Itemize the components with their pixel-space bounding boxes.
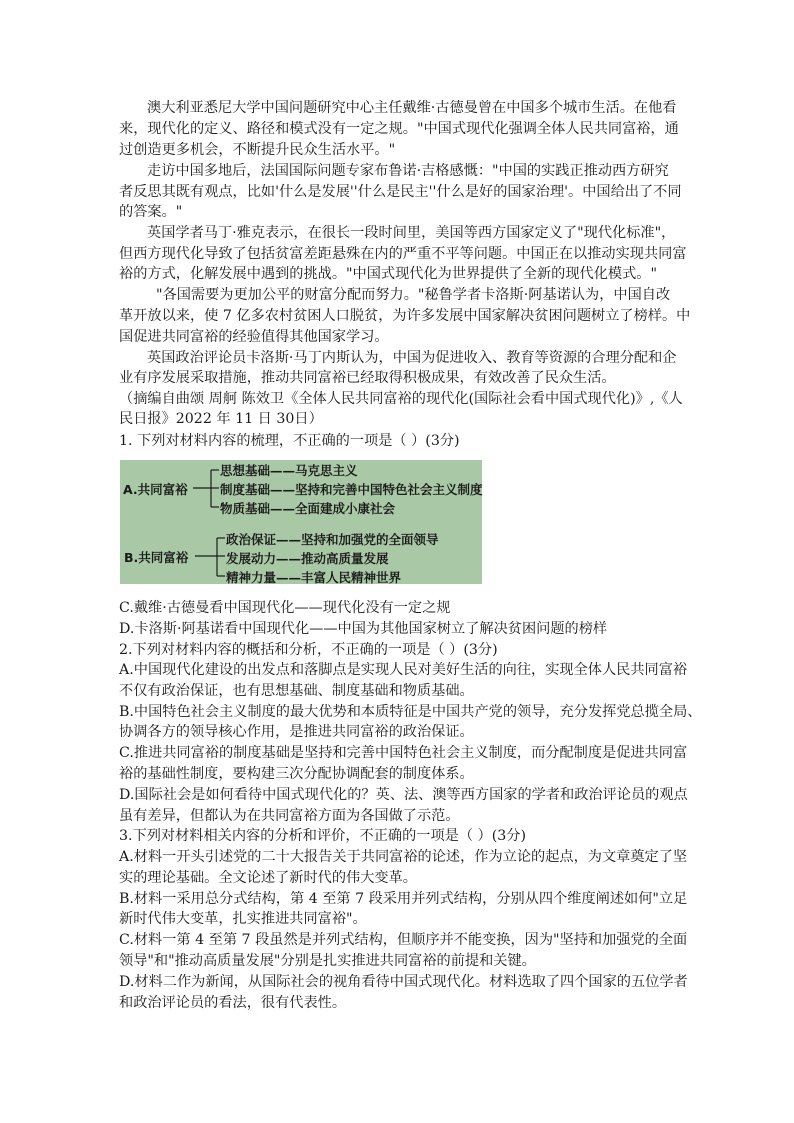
q3-stem: 3.下列对材料相关内容的分析和评价，不正确的一项是（ ）(3分) xyxy=(119,828,527,844)
option-a-item-2: 制度基础——坚持和完善中国特色社会主义制度 xyxy=(220,482,483,497)
q2-option-b-line1: B.中国特色社会主义制度的最大优势和本质特征是中国共产党的领导，充分发挥党总揽全局、 xyxy=(119,704,702,720)
option-b-label: B.共同富裕 xyxy=(124,550,189,565)
q3-option-a-line1: A.材料一开头引述党的二十大报告关于共同富裕的论述，作为立论的起点，为文章奠定了坚 xyxy=(119,849,688,865)
passage-p2-line2: 者反思其既有观点，比如'什么是发展''什么是民主''什么是好的国家治理'。中国给出了不同 xyxy=(119,184,682,200)
passage-p4-line3: 国促进共同富裕的经验值得其他国家学习。 xyxy=(119,329,389,345)
passage-p3-line1: 英国学者马丁·雅克表示，在很长一段时间里，美国等西方国家定义了"现代化标准"， xyxy=(147,225,676,241)
passage-p4-line1: "各国需要为更加公平的财富分配而努力。"秘鲁学者卡洛斯·阿基诺认为，中国自改 xyxy=(156,287,671,303)
q2-option-d-line2: 虽有差异，但都认为在共同富裕方面为各国做了示范。 xyxy=(119,808,460,824)
q1-option-d: D.卡洛斯·阿基诺看中国现代化——中国为其他国家树立了解决贫困问题的榜样 xyxy=(119,621,608,637)
q2-option-d-line1: D.国际社会是如何看待中国式现代化的？英、法、澳等西方国家的学者和政治评论员的观点 xyxy=(119,787,688,803)
passage-p1-line2: 来，现代化的定义、路径和模式没有一定之规。"中国式现代化强调全体人民共同富裕，通 xyxy=(119,121,679,137)
option-b-item-3: 精神力量——丰富人民精神世界 xyxy=(226,570,402,585)
option-a-item-1: 思想基础——马克思主义 xyxy=(220,463,358,478)
option-a-label: A.共同富裕 xyxy=(123,482,188,497)
q2-stem: 2.下列对材料内容的概括和分析，不正确的一项是（ ）(3分) xyxy=(119,642,498,658)
passage-p1-line3: 过创造更多机会，不断提升民众生活水平。" xyxy=(119,142,396,158)
q3-option-d-line2: 和政治评论员的看法，很有代表性。 xyxy=(119,995,347,1011)
passage-p3-line2: 但西方现代化导致了包括贫富差距悬殊在内的严重不平等问题。中国正在以推动实现共同富 xyxy=(119,246,687,262)
q3-option-d-line1: D.材料二作为新闻，从国际社会的视角看待中国式现代化。材料选取了四个国家的五位学者 xyxy=(119,974,688,990)
q1-option-c: C.戴维·古德曼看中国现代化——现代化没有一定之规 xyxy=(119,600,451,616)
q1-options-diagram xyxy=(120,460,482,584)
passage-p2-line3: 的答案。" xyxy=(119,204,183,220)
option-a-item-3: 物质基础——全面建成小康社会 xyxy=(220,501,396,516)
q2-option-a-line1: A.中国现代化建设的出发点和落脚点是实现人民对美好生活的向往，实现全体人民共同富裕 xyxy=(119,662,688,678)
passage-p4-line2: 革开放以来，使 7 亿多农村贫困人口脱贫，为许多发展中国家解决贫困问题树立了榜样。中 xyxy=(119,308,691,324)
passage-p5-line2: 业有序发展采取措施，推动共同富裕已经取得积极成果，有效改善了民众生活。 xyxy=(119,370,616,386)
q2-option-b-line2: 协调各方的领导核心作用，是推进共同富裕的政治保证。 xyxy=(119,724,474,740)
q2-option-c-line2: 裕的基础性制度，要构建三次分配协调配套的制度体系。 xyxy=(119,766,474,782)
q1-stem: 1. 下列对材料内容的梳理，不正确的一项是（ ）(3分) xyxy=(119,433,460,449)
q2-option-a-line2: 不仅有政治保证，也有思想基础、制度基础和物质基础。 xyxy=(119,683,474,699)
option-b-item-2: 发展动力——推动高质量发展 xyxy=(226,551,389,566)
option-b-item-1: 政治保证——坚持和加强党的全面领导 xyxy=(226,532,439,547)
passage-p2-line1: 走访中国多地后，法国国际问题专家布鲁诺·吉格感慨："中国的实践正推动西方研究 xyxy=(147,163,669,179)
source-citation-line2: 民日报》2022 年 11 日 30日） xyxy=(119,411,323,427)
q3-option-c-line2: 领导"和"推动高质量发展"分别是扎实推进共同富裕的前提和关键。 xyxy=(119,953,536,969)
passage-p1-line1: 澳大利亚悉尼大学中国问题研究中心主任戴维·古德曼曾在中国多个城市生活。在他看 xyxy=(147,100,677,116)
passage-p5-line1: 英国政治评论员卡洛斯·马丁内斯认为，中国为促进收入、教育等资源的合理分配和企 xyxy=(147,350,677,366)
q3-option-a-line2: 实的理论基础。全文论述了新时代的伟大变革。 xyxy=(119,870,417,886)
q3-option-c-line1: C.材料一第 4 至第 7 段虽然是并列式结构，但顺序并不能变换，因为"坚持和加强党的全面 xyxy=(119,932,688,948)
q3-option-b-line1: B.材料一采用总分式结构，第 4 至第 7 段采用并列式结构，分别从四个维度阐述如何"立足 xyxy=(119,891,688,907)
q3-option-b-line2: 新时代伟大变革，扎实推进共同富裕"。 xyxy=(119,911,367,927)
q2-option-c-line1: C.推进共同富裕的制度基础是坚持和完善中国特色社会主义制度，而分配制度是促进共同富 xyxy=(119,745,688,761)
source-citation-line1: （摘编自曲颂 周舸 陈效卫《全体人民共同富裕的现代化(国际社会看中国式现代化)》,《人 xyxy=(119,391,683,407)
passage-p3-line3: 裕的方式，化解发展中遇到的挑战。"中国式现代化为世界提供了全新的现代化模式。" xyxy=(119,266,657,282)
